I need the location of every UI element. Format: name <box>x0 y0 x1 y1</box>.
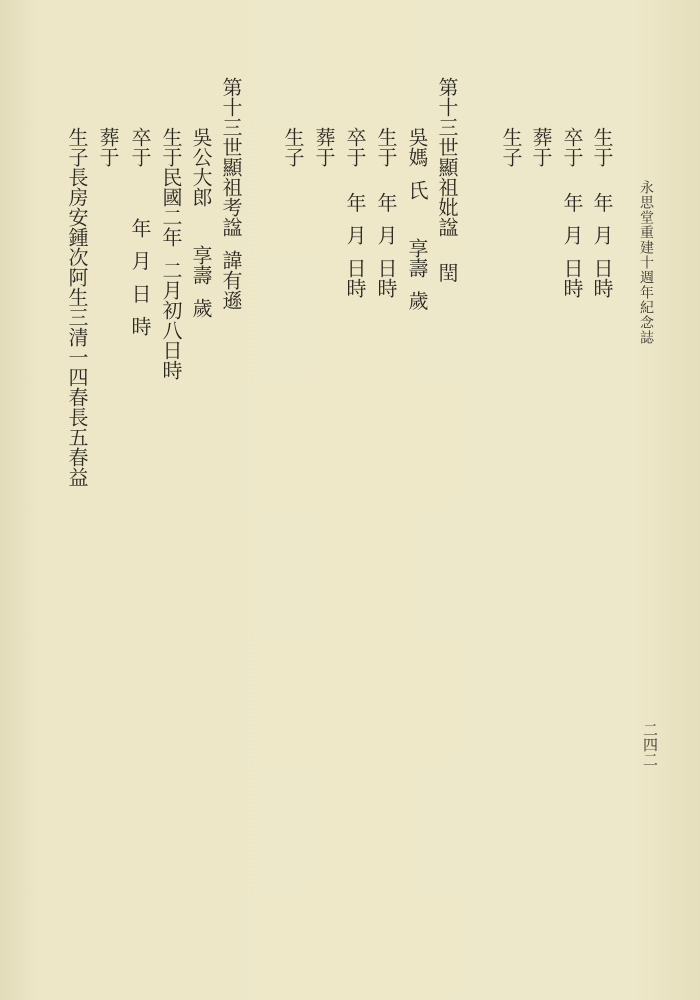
entry-2-line-3: 卒于 年 月 日 時 <box>128 127 152 337</box>
running-title: 永思堂重建十週年紀念誌 <box>638 180 654 345</box>
entry-0-line-2: 葬于 <box>529 127 553 167</box>
entry-1-line-0: 第十三世顯祖妣諡 閏 <box>435 77 459 283</box>
entry-2-line-2: 生于民國二年 二月初八日時 <box>159 127 183 380</box>
page-number: 二四二 <box>641 722 659 767</box>
entry-0-line-1: 卒于 年 月 日時 <box>560 127 584 298</box>
entry-2-line-4: 葬于 <box>96 127 120 167</box>
entry-1-line-5: 生子 <box>281 127 305 167</box>
entry-0-line-3: 生子 <box>499 127 523 167</box>
entry-1-line-4: 葬于 <box>312 127 336 167</box>
entry-2-line-5: 生子長房安鍾次阿生三清一四春長五春益 <box>65 127 89 487</box>
entry-2-line-1: 吳公大郎 享壽 歲 <box>189 127 213 318</box>
entry-0-line-0: 生于 年 月 日時 <box>590 127 614 298</box>
entry-1-line-1: 吳媽 氏 享壽 歲 <box>405 127 429 311</box>
entry-1-line-2: 生于 年 月 日時 <box>374 127 398 298</box>
entry-2-line-0: 第十三世顯祖考諡 諱有遜 <box>219 77 243 310</box>
entry-1-line-3: 卒于 年 月 日時 <box>343 127 367 298</box>
